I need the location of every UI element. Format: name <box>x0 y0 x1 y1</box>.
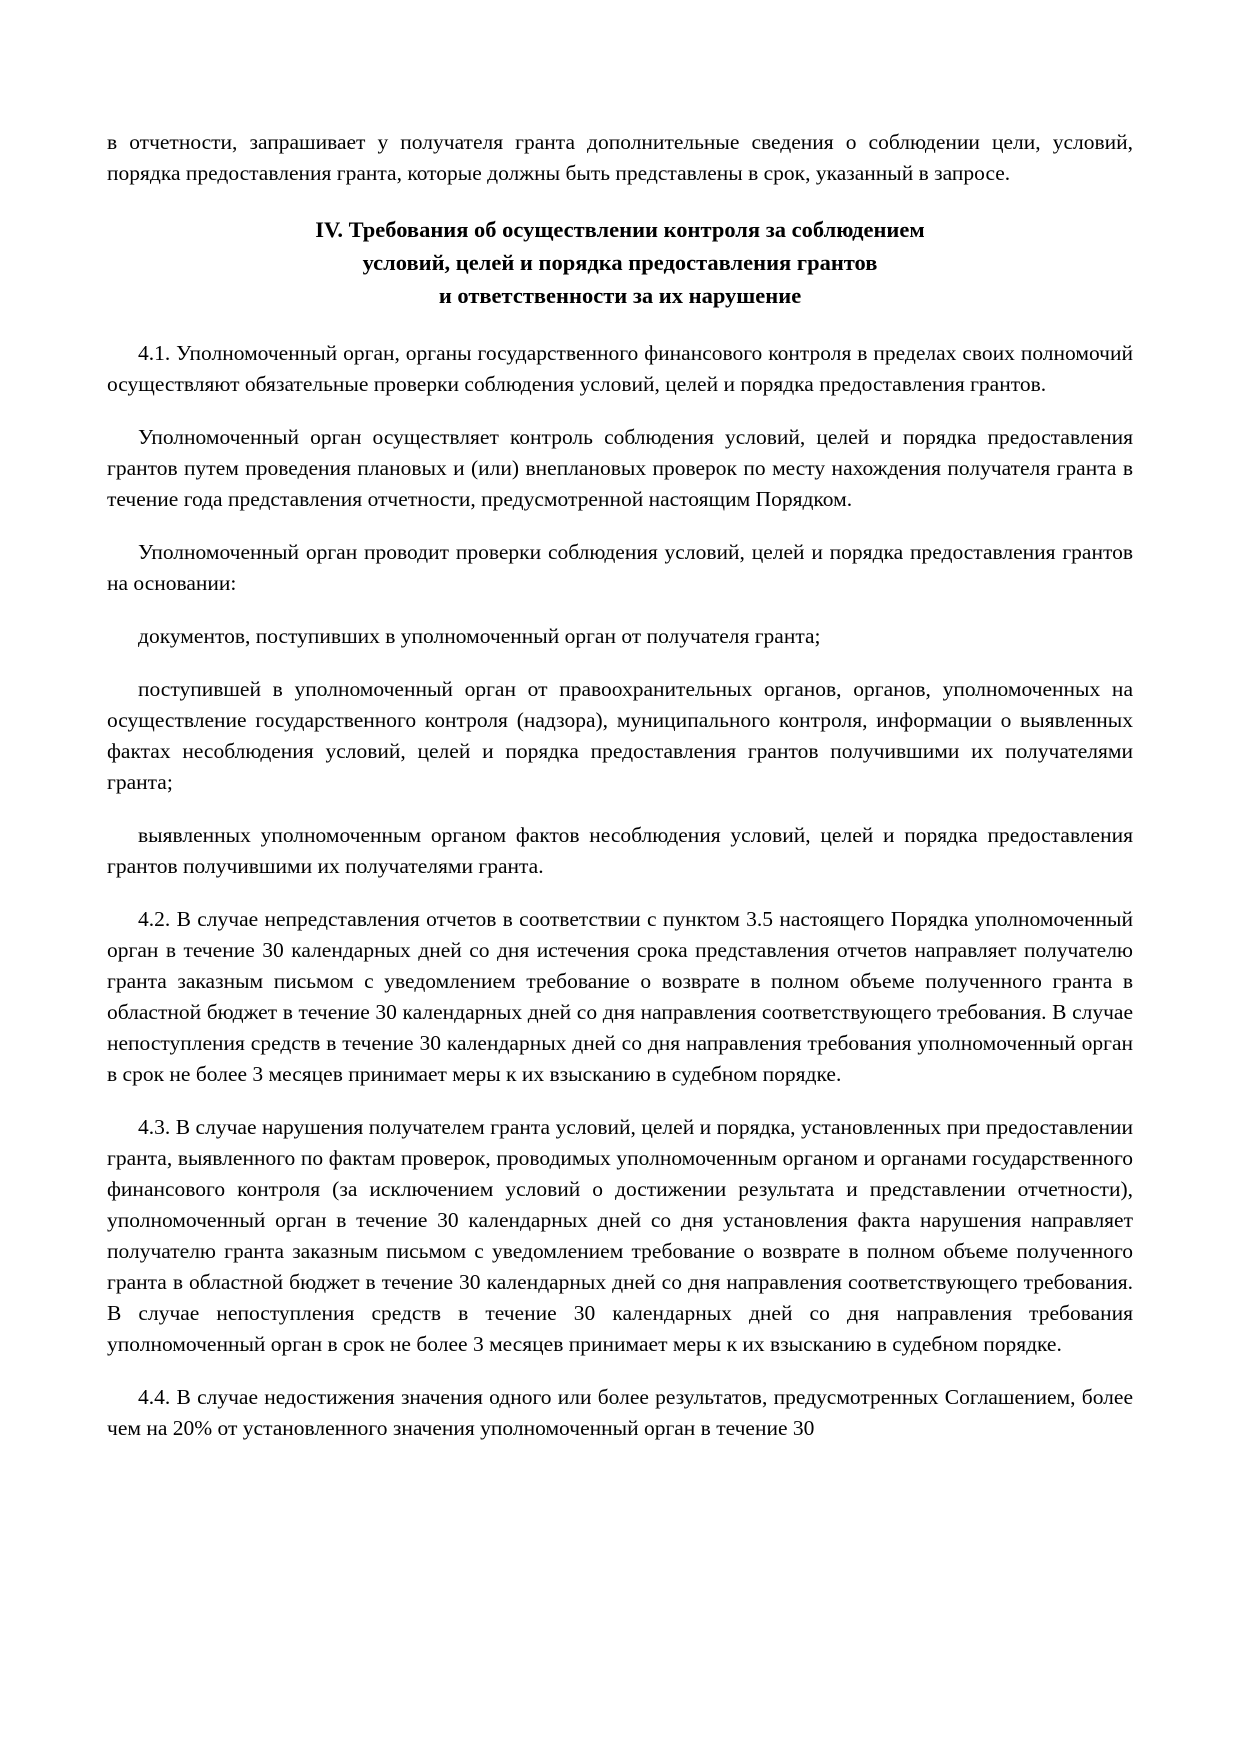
section-heading-line-1: IV. Требования об осуществлении контроля за соблюдением <box>315 217 925 242</box>
continued-paragraph: в отчетности, запрашивает у получателя гранта дополнительные сведения о соблюдении цели, условий, порядка предоставления гранта, которые должны быть представлены в срок, указанный в запросе. <box>107 130 1133 185</box>
paragraph-4-4: 4.4. В случае недостижения значения одного или более результатов, предусмотренных Соглашением, более чем на 20% от установленного значения уполномоченный орган в течение 30 <box>107 1385 1133 1440</box>
paragraph-basis-incoming-information: поступившей в уполномоченный орган от правоохранительных органов, органов, уполномоченных на осуществление государственного контроля (надзора), муниципального контроля, информации о выявленных фактах несоблюдения условий, целей и порядка предоставления грантов получившими их получателями гранта; <box>107 677 1133 794</box>
section-heading-line-3: и ответственности за их нарушение <box>438 283 802 308</box>
section-heading <box>107 213 1133 312</box>
section-heading-line-2: условий, целей и порядка предоставления грантов <box>362 250 878 275</box>
paragraph-4-1: 4.1. Уполномоченный орган, органы государственного финансового контроля в пределах своих полномочий осуществляют обязательные проверки соблюдения условий, целей и порядка предоставления грантов. <box>107 341 1133 396</box>
paragraph-control-checks: Уполномоченный орган осуществляет контроль соблюдения условий, целей и порядка предоставления грантов путем проведения плановых и (или) внеплановых проверок по месту нахождения получателя гранта в течение года представления отчетности, предусмотренной настоящим Порядком. <box>107 425 1133 511</box>
paragraph-4-2: 4.2. В случае непредставления отчетов в соответствии с пунктом 3.5 настоящего Порядка уполномоченный орган в течение 30 календарных дней со дня истечения срока представления отчетов направляет получателю гранта заказным письмом с уведомлением требование о возврате в полном объеме полученного гранта в областной бюджет в течение 30 календарных дней со дня направления соответствующего требования. В случае непоступления средств в течение 30 календарных дней со дня направления требования уполномоченный орган в срок не более 3 месяцев принимает меры к их взысканию в судебном порядке. <box>107 907 1133 1086</box>
paragraph-checks-basis: Уполномоченный орган проводит проверки соблюдения условий, целей и порядка предоставления грантов на основании: <box>107 540 1133 595</box>
paragraph-basis-identified-facts: выявленных уполномоченным органом фактов несоблюдения условий, целей и порядка предоставления грантов получившими их получателями гранта. <box>107 823 1133 878</box>
paragraph-4-3: 4.3. В случае нарушения получателем гранта условий, целей и порядка, установленных при предоставлении гранта, выявленного по фактам проверок, проводимых уполномоченным органом и органами государственного финансового контроля (за исключением условий о достижении результата и представлении отчетности), уполномоченный орган в течение 30 календарных дней со дня установления факта нарушения направляет получателю гранта заказным письмом с уведомлением требование о возврате в полном объеме полученного гранта в областной бюджет в течение 30 календарных дней со дня направления соответствующего требования. В случае непоступления средств в течение 30 календарных дней со дня направления требования уполномоченный орган в срок не более 3 месяцев принимает меры к их взысканию в судебном порядке. <box>107 1115 1133 1356</box>
paragraph-basis-documents: документов, поступивших в уполномоченный орган от получателя гранта; <box>138 624 821 648</box>
